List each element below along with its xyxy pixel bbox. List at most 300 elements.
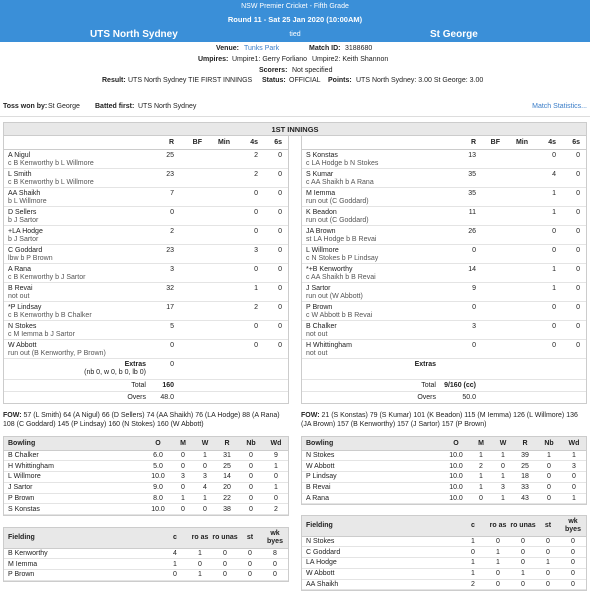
overs-label: Overs <box>417 393 436 401</box>
bowler-noballs: 0 <box>238 482 264 493</box>
batter-bf <box>180 206 208 225</box>
bowler-name: L Willmore <box>4 472 144 483</box>
bowler-maidens: 0 <box>172 504 194 515</box>
extras-value <box>442 358 482 379</box>
dismissal: run out (C Goddard) <box>306 197 369 205</box>
bowler-wickets: 4 <box>194 482 216 493</box>
bowler-name: W Abbott <box>302 461 442 472</box>
batter-r: 0 <box>152 206 180 225</box>
bowling-header-row <box>4 437 288 450</box>
batter-bf <box>180 225 208 244</box>
batter-r: 26 <box>442 225 482 244</box>
batter-r: 2 <box>152 225 180 244</box>
col-m: M <box>470 437 492 450</box>
fielder-name: M Iemma <box>4 559 162 570</box>
batter-min <box>506 168 534 187</box>
dismissal: not out <box>306 330 328 338</box>
batter-row <box>302 206 586 225</box>
batting-rows <box>4 149 288 358</box>
batting-header-row <box>302 136 586 149</box>
batter-s6: 0 <box>264 301 288 320</box>
umpires-label: Umpires: <box>198 56 229 63</box>
batter-f4: 3 <box>236 244 264 263</box>
batter-name: N Stokes <box>8 322 37 330</box>
batter-row <box>4 149 288 168</box>
batter-name: P Brown <box>306 303 333 311</box>
batter-min <box>208 339 236 358</box>
batter-min <box>506 225 534 244</box>
bowling-card-st-george <box>3 436 289 516</box>
batter-bf <box>482 282 506 301</box>
col-o: O <box>442 437 470 450</box>
extras-value: 0 <box>152 358 180 379</box>
toss-label: Toss won by: <box>3 103 48 110</box>
venue-label: Venue: <box>216 45 239 52</box>
dismissal: c W Abbott b B Revai <box>306 311 373 319</box>
batting-card-st-george <box>301 136 587 404</box>
fielding-rows <box>4 548 288 580</box>
batter-s6: 0 <box>562 282 586 301</box>
home-team: UTS North Sydney <box>90 29 178 40</box>
batter-s6: 0 <box>562 339 586 358</box>
fow-label: FOW: <box>301 412 320 419</box>
bowler-wickets: 0 <box>492 461 514 472</box>
batter-row <box>4 187 288 206</box>
umpire2: Umpire2: Keith Shannon <box>312 56 389 63</box>
dismissal: c AA Shaikh b B Revai <box>306 273 376 281</box>
fielder-stumpings: 0 <box>238 570 262 581</box>
fielder-row <box>4 570 288 581</box>
total-label: Total <box>4 379 152 391</box>
batter-name: B Chalker <box>306 322 337 330</box>
fielder-ro-assisted: 1 <box>188 548 212 559</box>
fielder-row <box>302 579 586 590</box>
fielder-row <box>302 536 586 547</box>
batter-s6: 0 <box>562 206 586 225</box>
batter-bf <box>482 168 506 187</box>
batter-f4: 0 <box>534 225 562 244</box>
batter-f4: 0 <box>236 320 264 339</box>
toss-value: St George <box>48 103 80 110</box>
batter-s6: 0 <box>562 301 586 320</box>
batter-f4: 2 <box>236 168 264 187</box>
fielder-ro-unassisted: 1 <box>510 568 536 579</box>
batter-bf <box>482 187 506 206</box>
fielder-ro-assisted: 0 <box>486 568 510 579</box>
scorers-label: Scorers: <box>259 67 288 74</box>
col-bowling: Bowling <box>302 437 442 450</box>
fielder-ro-assisted: 1 <box>486 547 510 558</box>
match-header <box>0 0 590 42</box>
dismissal: run out (W Abbott) <box>306 292 363 300</box>
bowler-runs: 43 <box>514 493 536 504</box>
fielder-ro-unassisted: 0 <box>212 570 238 581</box>
col-st: st <box>536 516 560 536</box>
batter-min <box>208 168 236 187</box>
batter-r: 25 <box>152 149 180 168</box>
bowling-rows <box>4 450 288 515</box>
bowler-overs: 10.0 <box>442 472 470 483</box>
fielder-ro-assisted: 0 <box>486 579 510 590</box>
col-nb: Nb <box>238 437 264 450</box>
competition-title: NSW Premier Cricket - Fifth Grade <box>241 3 349 10</box>
dismissal: c AA Shaikh b A Rana <box>306 178 374 186</box>
batter-s6: 0 <box>562 149 586 168</box>
fielder-stumpings: 0 <box>238 559 262 570</box>
col-bowling: Bowling <box>4 437 144 450</box>
batter-bf <box>482 206 506 225</box>
batter-s6: 0 <box>264 149 288 168</box>
batted-first-value: UTS North Sydney <box>138 103 197 110</box>
bowler-wides: 0 <box>264 472 288 483</box>
batter-f4: 1 <box>534 187 562 206</box>
batter-s6: 0 <box>264 187 288 206</box>
batter-row <box>4 225 288 244</box>
bowler-overs: 10.0 <box>442 450 470 461</box>
status-label: Status: <box>262 77 286 84</box>
fielder-name: C Goddard <box>302 547 460 558</box>
batter-row <box>302 263 586 282</box>
overs-row <box>302 391 586 403</box>
col-bf: BF <box>482 136 506 149</box>
batting-table <box>302 136 586 403</box>
fielder-row <box>302 547 586 558</box>
bowler-noballs: 1 <box>536 450 562 461</box>
bowler-noballs: 0 <box>536 472 562 483</box>
batter-row <box>302 339 586 358</box>
bowler-name: P Lindsay <box>302 472 442 483</box>
batter-f4: 1 <box>534 282 562 301</box>
batter-bf <box>180 320 208 339</box>
bowler-maidens: 0 <box>172 482 194 493</box>
dismissal: c B Kenworthy b L Willmore <box>8 159 94 167</box>
away-team: St George <box>430 29 478 40</box>
batter-column <box>302 136 442 149</box>
bowler-row <box>302 472 586 483</box>
dismissal: run out (B Kenworthy, P Brown) <box>8 349 106 357</box>
bowler-wides: 1 <box>562 450 586 461</box>
col-bf: BF <box>180 136 208 149</box>
batter-min <box>506 282 534 301</box>
batter-min <box>506 320 534 339</box>
fielder-stumpings: 1 <box>536 558 560 569</box>
batting-rows <box>302 149 586 358</box>
bowler-runs: 33 <box>514 482 536 493</box>
batter-r: 35 <box>442 168 482 187</box>
total-value: 9/160 (cc) <box>442 379 482 391</box>
batting-card-uts-north-sydney <box>3 136 289 404</box>
col-4s: 4s <box>534 136 562 149</box>
dismissal: b J Sartor <box>8 216 39 224</box>
batter-name: JA Brown <box>306 227 336 235</box>
bowler-row <box>4 450 288 461</box>
col-ro-as: ro as <box>188 528 212 548</box>
total-row <box>302 379 586 391</box>
bowler-wickets: 0 <box>194 461 216 472</box>
batter-name: A Nigul <box>8 151 31 159</box>
col-wk-byes: wk byes <box>560 516 586 536</box>
batter-row <box>302 301 586 320</box>
fall-of-wickets <box>301 411 587 429</box>
bowler-row <box>4 504 288 515</box>
col-wd: Wd <box>562 437 586 450</box>
match-id-label: Match ID: <box>309 45 341 52</box>
batter-bf <box>180 244 208 263</box>
bowler-overs: 8.0 <box>144 493 172 504</box>
col-4s: 4s <box>236 136 264 149</box>
bowler-wickets: 1 <box>492 450 514 461</box>
result-word: tied <box>289 31 301 38</box>
fielder-stumpings: 0 <box>536 536 560 547</box>
dismissal: lbw b P Brown <box>8 254 53 262</box>
bowler-runs: 14 <box>216 472 238 483</box>
batter-row <box>4 206 288 225</box>
col-o: O <box>144 437 172 450</box>
bowler-wickets: 1 <box>194 450 216 461</box>
fielder-wk-byes: 0 <box>560 547 586 558</box>
fielder-name: P Brown <box>4 570 162 581</box>
extras-label: Extras <box>124 360 146 368</box>
bowler-wides: 1 <box>264 482 288 493</box>
bowler-runs: 22 <box>216 493 238 504</box>
innings-title: 1ST INNINGS <box>3 122 587 136</box>
fielder-row <box>4 559 288 570</box>
fielder-ro-assisted: 1 <box>486 558 510 569</box>
col-c: c <box>162 528 188 548</box>
fielder-wk-byes: 0 <box>262 559 288 570</box>
col-fielding: Fielding <box>4 528 162 548</box>
fielder-name: W Abbott <box>302 568 460 579</box>
batter-r: 17 <box>152 301 180 320</box>
batter-row <box>4 263 288 282</box>
fielding-header-row <box>302 516 586 536</box>
fielder-stumpings: 0 <box>536 568 560 579</box>
bowling-table <box>302 437 586 504</box>
fielder-stumpings: 0 <box>238 548 262 559</box>
batter-f4: 0 <box>534 244 562 263</box>
fielder-stumpings: 0 <box>536 579 560 590</box>
col-st: st <box>238 528 262 548</box>
fielder-name: N Stokes <box>302 536 460 547</box>
dismissal: c B Kenworthy b B Chalker <box>8 311 92 319</box>
fielder-ro-assisted: 0 <box>188 559 212 570</box>
col-r: R <box>442 136 482 149</box>
batter-min <box>506 263 534 282</box>
total-label: Total <box>302 379 442 391</box>
divider <box>0 116 590 117</box>
batter-s6: 0 <box>562 187 586 206</box>
bowler-wides: 2 <box>264 504 288 515</box>
venue-link[interactable]: Tunks Park <box>244 45 280 52</box>
bowler-runs: 38 <box>216 504 238 515</box>
batter-s6: 0 <box>562 244 586 263</box>
dismissal: c LA Hodge b N Stokes <box>306 159 379 167</box>
batter-name: +LA Hodge <box>8 227 43 235</box>
batter-f4: 2 <box>236 149 264 168</box>
fielder-ro-unassisted: 0 <box>510 536 536 547</box>
batter-min <box>506 206 534 225</box>
bowler-name: H Whittingham <box>4 461 144 472</box>
bowler-noballs: 0 <box>536 461 562 472</box>
total-row <box>4 379 288 391</box>
fielding-card-st-george <box>301 515 587 591</box>
fielder-row <box>4 548 288 559</box>
batter-min <box>208 301 236 320</box>
batter-name: S Konstas <box>306 151 338 159</box>
batter-bf <box>482 149 506 168</box>
bowler-name: S Konstas <box>4 504 144 515</box>
status-text: OFFICIAL <box>289 77 321 84</box>
batter-row <box>302 187 586 206</box>
batter-bf <box>482 339 506 358</box>
batter-row <box>302 149 586 168</box>
batter-min <box>208 187 236 206</box>
batter-f4: 1 <box>236 282 264 301</box>
fielding-rows <box>302 536 586 590</box>
bowler-maidens: 1 <box>470 450 492 461</box>
batter-name: AA Shaikh <box>8 189 41 197</box>
batter-min <box>506 244 534 263</box>
bowler-overs: 10.0 <box>144 472 172 483</box>
fielder-wk-byes: 8 <box>262 548 288 559</box>
batter-row <box>302 225 586 244</box>
batter-r: 3 <box>152 263 180 282</box>
overs-label: Overs <box>127 393 146 401</box>
bowler-name: N Stokes <box>302 450 442 461</box>
col-6s: 6s <box>264 136 288 149</box>
batter-name: K Beadon <box>306 208 337 216</box>
match-statistics-link[interactable]: Match Statistics... <box>532 103 587 110</box>
bowler-row <box>302 482 586 493</box>
batter-name: L Willmore <box>306 246 339 254</box>
batter-row <box>4 282 288 301</box>
round-date: Round 11 - Sat 25 Jan 2020 (10:00AM) <box>227 15 363 24</box>
batter-name: M Iemma <box>306 189 336 197</box>
bowler-overs: 10.0 <box>442 461 470 472</box>
bowler-wickets: 3 <box>492 482 514 493</box>
batter-r: 7 <box>152 187 180 206</box>
col-r: R <box>514 437 536 450</box>
bowler-name: A Rana <box>302 493 442 504</box>
dismissal: c M Iemma b J Sartor <box>8 330 75 338</box>
batter-s6: 0 <box>562 320 586 339</box>
col-min: Min <box>208 136 236 149</box>
bowling-rows <box>302 450 586 504</box>
bowler-runs: 31 <box>216 450 238 461</box>
bowler-noballs: 0 <box>238 461 264 472</box>
dismissal: c B Kenworthy b J Sartor <box>8 273 86 281</box>
batter-s6: 0 <box>562 263 586 282</box>
fielder-wk-byes: 0 <box>560 579 586 590</box>
batter-bf <box>482 263 506 282</box>
bowler-runs: 18 <box>514 472 536 483</box>
bowler-maidens: 1 <box>470 482 492 493</box>
batter-row <box>4 301 288 320</box>
fall-of-wickets <box>3 411 289 429</box>
fielder-catches: 2 <box>460 579 486 590</box>
batter-s6: 0 <box>562 225 586 244</box>
batter-f4: 0 <box>236 187 264 206</box>
bowler-noballs: 0 <box>238 504 264 515</box>
col-min: Min <box>506 136 534 149</box>
batter-s6: 0 <box>264 320 288 339</box>
fielder-name: B Kenworthy <box>4 548 162 559</box>
fow-text: 21 (S Konstas) 79 (S Kumar) 101 (K Beadon) 115 (M Iemma) 126 (L Willmore) 136 (JA Brown) 157 (B Kenworthy) 157 (J Sartor) 157 (P Brown) <box>301 412 578 428</box>
fielder-ro-assisted: 1 <box>188 570 212 581</box>
fielder-catches: 4 <box>162 548 188 559</box>
batter-min <box>506 339 534 358</box>
batter-f4: 0 <box>236 339 264 358</box>
bowler-wickets: 1 <box>492 493 514 504</box>
fielder-catches: 1 <box>460 536 486 547</box>
batter-min <box>208 206 236 225</box>
match-id: 3188680 <box>345 45 373 52</box>
fielder-name: LA Hodge <box>302 558 460 569</box>
bowler-maidens: 1 <box>172 493 194 504</box>
fielder-ro-assisted: 0 <box>486 536 510 547</box>
bowler-overs: 10.0 <box>144 504 172 515</box>
batting-summary <box>4 358 288 403</box>
bowler-row <box>302 450 586 461</box>
batting-header-row <box>4 136 288 149</box>
batter-r: 35 <box>442 187 482 206</box>
batter-row <box>4 339 288 358</box>
total-value: 160 <box>152 379 180 391</box>
batter-f4: 0 <box>236 206 264 225</box>
batter-name: *+B Kenworthy <box>306 265 353 273</box>
bowler-row <box>4 472 288 483</box>
batter-column <box>4 136 152 149</box>
batter-r: 0 <box>442 301 482 320</box>
bowler-name: J Sartor <box>4 482 144 493</box>
batter-r: 3 <box>442 320 482 339</box>
batter-f4: 0 <box>534 320 562 339</box>
bowler-overs: 6.0 <box>144 450 172 461</box>
bowler-wickets: 0 <box>194 504 216 515</box>
batter-row <box>302 168 586 187</box>
batter-name: C Goddard <box>8 246 43 254</box>
batter-r: 13 <box>442 149 482 168</box>
col-ro-as: ro as <box>486 516 510 536</box>
col-r: R <box>152 136 180 149</box>
bowler-wides: 0 <box>562 482 586 493</box>
bowler-row <box>4 493 288 504</box>
batter-name: S Kumar <box>306 170 334 178</box>
fielder-wk-byes: 0 <box>560 558 586 569</box>
bowler-name: B Revai <box>302 482 442 493</box>
batter-bf <box>180 149 208 168</box>
bowler-runs: 25 <box>514 461 536 472</box>
batter-s6: 0 <box>264 206 288 225</box>
batter-min <box>208 282 236 301</box>
dismissal: b J Sartor <box>8 235 39 243</box>
bowler-wickets: 1 <box>492 472 514 483</box>
fielder-catches: 1 <box>162 559 188 570</box>
fielder-stumpings: 0 <box>536 547 560 558</box>
batter-bf <box>180 282 208 301</box>
batter-f4: 2 <box>236 301 264 320</box>
bowler-maidens: 3 <box>172 472 194 483</box>
bowler-runs: 25 <box>216 461 238 472</box>
batter-min <box>208 225 236 244</box>
bowler-wides: 1 <box>562 493 586 504</box>
dismissal: c N Stokes b P Lindsay <box>306 254 379 262</box>
dismissal: b L Willmore <box>8 197 47 205</box>
bowler-wides: 3 <box>562 461 586 472</box>
bowler-row <box>302 493 586 504</box>
bowler-wides: 0 <box>264 493 288 504</box>
fielder-row <box>302 568 586 579</box>
